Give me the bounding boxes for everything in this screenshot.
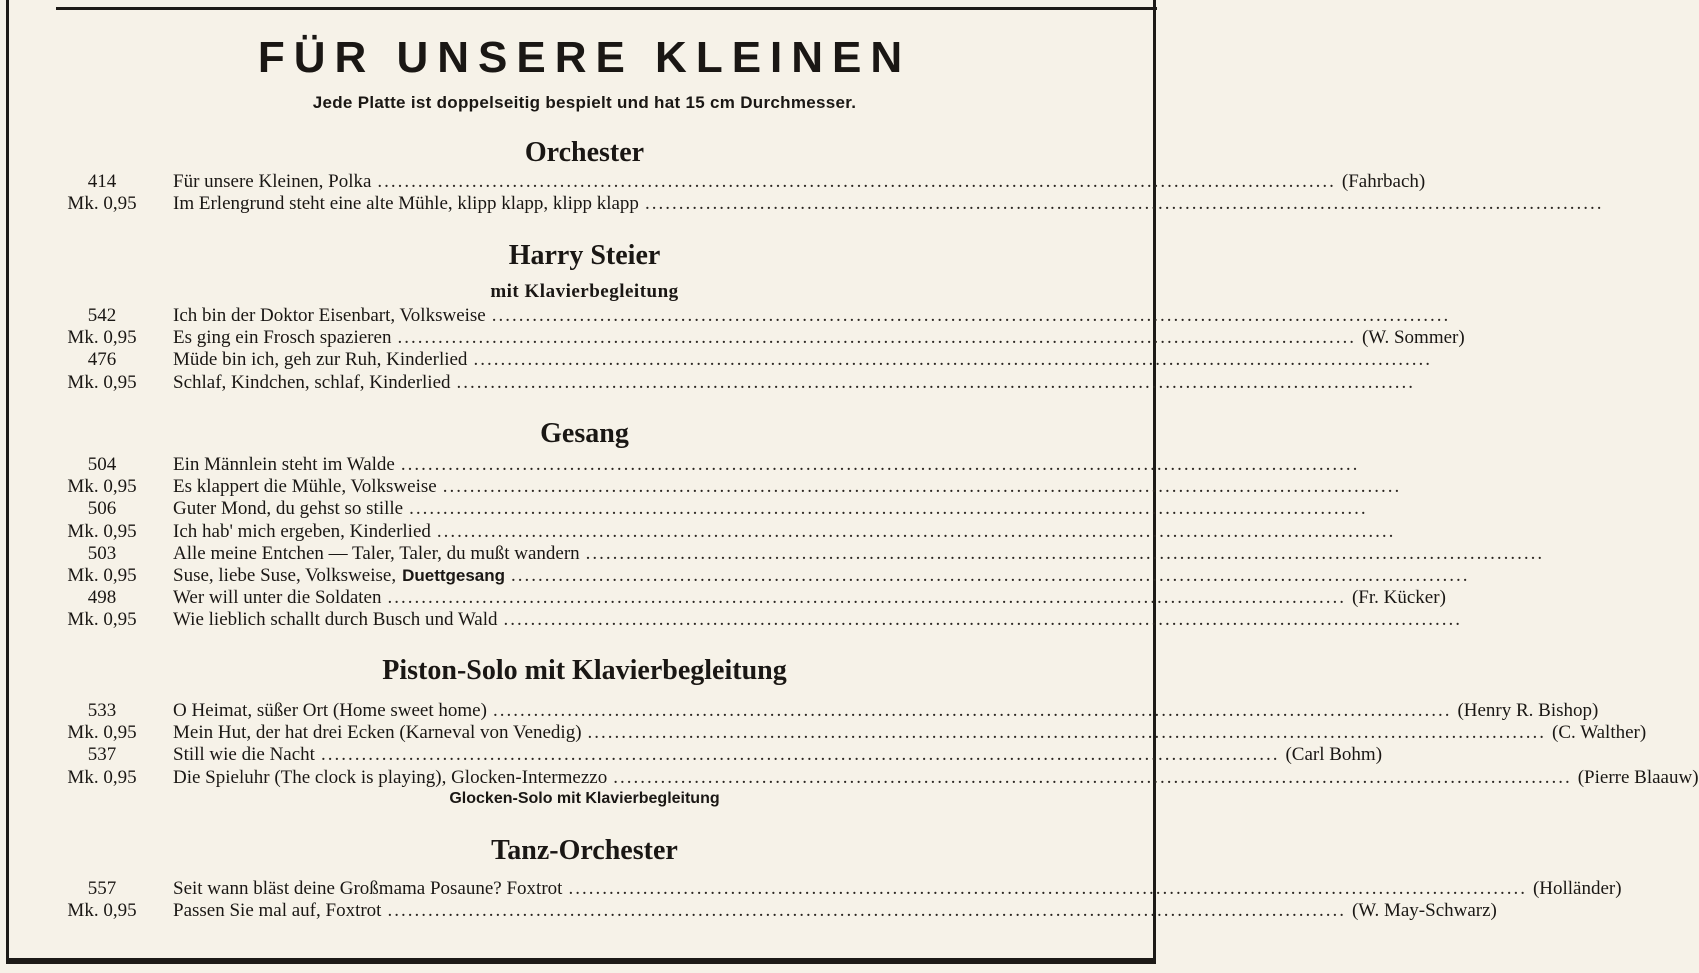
section-rows-piston-solo	[0, 700, 1699, 789]
record-price: Mk. 0,95	[67, 371, 137, 393]
leader-dots: ..............................................................................................................................................	[491, 305, 1451, 326]
leader-dots: ..............................................................................................................................................	[568, 878, 1527, 899]
leader-dots: ..............................................................................................................................................	[320, 744, 1280, 766]
leader-dots: ..............................................................................................................................................	[409, 498, 1368, 520]
list-item	[0, 454, 1360, 476]
track-title: Guter Mond, du gehst so stille	[173, 498, 404, 520]
leader-dots: ..............................................................................................................................................	[511, 564, 1470, 586]
record-price: Mk. 0,95	[67, 327, 137, 349]
list-item	[0, 327, 1465, 349]
leader-dots: ..............................................................................................................................................	[613, 766, 1572, 788]
track-title: Ein Männlein steht im Walde	[173, 454, 395, 475]
track-title: Alle meine Entchen — Taler, Taler, du mußt wandern	[173, 542, 580, 564]
record-price: Mk. 0,95	[67, 520, 137, 542]
list-item	[0, 722, 1647, 744]
leader-dots: ..............................................................................................................................................	[387, 587, 1346, 609]
track-title: Schlaf, Kindchen, schlaf, Kinderlied	[173, 371, 451, 393]
section-heading-harry-steier: Harry Steier	[508, 240, 661, 271]
section-rows-harry-steier	[0, 305, 1465, 394]
composer: (Holländer)	[1532, 878, 1622, 899]
list-item	[0, 498, 1368, 520]
track-title: Für unsere Kleinen, Polka	[173, 171, 372, 192]
list-item	[0, 766, 1699, 789]
composer: (Henry R. Bishop)	[1457, 700, 1599, 721]
leader-dots: ..............................................................................................................................................	[473, 349, 1432, 371]
record-number: 503	[87, 542, 117, 564]
page-title: FÜR UNSERE KLEINEN	[257, 33, 912, 82]
track-title: Es ging ein Frosch spazieren	[173, 327, 392, 349]
track-title: Mein Hut, der hat drei Ecken (Karneval von Venedig)	[173, 722, 582, 744]
list-item	[0, 171, 1426, 193]
record-price: Mk. 0,95	[67, 900, 137, 922]
track-title: Ich bin der Doktor Eisenbart, Volksweise	[173, 305, 486, 326]
record-number: 504	[87, 454, 117, 475]
track-annotation: Duettgesang	[402, 565, 506, 585]
leader-dots: ..............................................................................................................................................	[436, 520, 1396, 542]
track-title: Es klappert die Mühle, Volksweise	[173, 476, 437, 498]
list-item	[0, 564, 1470, 587]
section-heading-orchester: Orchester	[524, 137, 645, 168]
record-number: 557	[87, 878, 117, 899]
composer: (W. Sommer)	[1361, 327, 1465, 349]
track-title: Müde bin ich, geh zur Ruh, Kinderlied	[173, 349, 468, 371]
list-item	[0, 520, 1396, 543]
track-title: Passen Sie mal auf, Foxtrot	[173, 900, 382, 922]
list-item	[0, 305, 1451, 327]
list-item	[0, 476, 1402, 498]
composer: (Fahrbach)	[1341, 171, 1426, 192]
leader-dots: ..............................................................................................................................................	[585, 542, 1545, 564]
section-heading-tanz-orchester: Tanz-Orchester	[491, 835, 678, 866]
leader-dots: ..............................................................................................................................................	[387, 900, 1346, 922]
leader-dots: ..............................................................................................................................................	[456, 371, 1416, 393]
composer: (Pierre Blaauw)	[1577, 766, 1699, 788]
track-title: Ich hab' mich ergeben, Kinderlied	[173, 520, 431, 542]
record-number: 498	[87, 587, 117, 609]
record-price: Mk. 0,95	[67, 193, 137, 215]
list-item	[0, 587, 1446, 609]
section-subheading: mit Klavierbegleitung	[490, 281, 679, 302]
record-price: Mk. 0,95	[67, 476, 137, 498]
track-title: O Heimat, süßer Ort (Home sweet home)	[173, 700, 487, 721]
section-heading-gesang: Gesang	[540, 418, 629, 449]
leader-dots: ..............................................................................................................................................	[644, 193, 1604, 215]
section-rows-orchester	[0, 171, 1604, 215]
leader-dots: ..............................................................................................................................................	[587, 722, 1547, 744]
composer: (W. May-Schwarz)	[1351, 900, 1497, 922]
record-price: Mk. 0,95	[67, 766, 137, 788]
leader-dots: ..............................................................................................................................................	[503, 609, 1463, 631]
track-title: Wer will unter die Soldaten	[173, 587, 382, 609]
composer: (C. Walther)	[1552, 722, 1647, 744]
leader-dots: ..............................................................................................................................................	[377, 171, 1336, 192]
list-item	[0, 744, 1383, 766]
track-title: Im Erlengrund steht eine alte Mühle, klipp klapp, klipp klapp	[173, 193, 639, 215]
record-number: 476	[87, 349, 117, 371]
list-item	[0, 878, 1622, 900]
record-number: 414	[87, 171, 117, 192]
record-price: Mk. 0,95	[67, 609, 137, 631]
list-item	[0, 349, 1432, 371]
list-item	[0, 193, 1604, 215]
section-note: Glocken-Solo mit Klavierbegleitung	[449, 790, 720, 807]
leader-dots: ..............................................................................................................................................	[400, 454, 1360, 475]
record-number: 537	[87, 744, 117, 766]
leader-dots: ..............................................................................................................................................	[442, 476, 1402, 498]
record-number: 542	[87, 305, 117, 326]
composer: (Fr. Kücker)	[1351, 587, 1446, 609]
track-title: Suse, liebe Suse, Volksweise,	[173, 564, 397, 586]
top-rule	[56, 7, 1157, 10]
list-item	[0, 700, 1599, 722]
section-heading-piston-solo: Piston-Solo mit Klavierbegleitung	[382, 655, 787, 686]
list-item	[0, 900, 1497, 922]
record-price: Mk. 0,95	[67, 564, 137, 586]
composer: (Carl Bohm)	[1285, 744, 1383, 766]
track-title: Seit wann bläst deine Großmama Posaune? Foxtrot	[173, 878, 563, 899]
record-number: 533	[87, 700, 117, 721]
track-title: Die Spieluhr (The clock is playing), Glocken-Intermezzo	[173, 766, 608, 788]
track-title: Still wie die Nacht	[173, 744, 315, 766]
track-title: Wie lieblich schallt durch Busch und Wald	[173, 609, 498, 631]
record-price: Mk. 0,95	[67, 722, 137, 744]
page-subtitle: Jede Platte ist doppelseitig bespielt und hat 15 cm Durchmesser.	[312, 93, 857, 112]
section-rows-tanz-orchester	[0, 878, 1622, 922]
leader-dots: ..............................................................................................................................................	[492, 700, 1452, 721]
list-item	[0, 542, 1545, 565]
list-item	[0, 609, 1463, 631]
record-number: 506	[87, 498, 117, 520]
section-rows-gesang	[0, 454, 1545, 632]
list-item	[0, 371, 1416, 394]
leader-dots: ..............................................................................................................................................	[397, 327, 1356, 349]
